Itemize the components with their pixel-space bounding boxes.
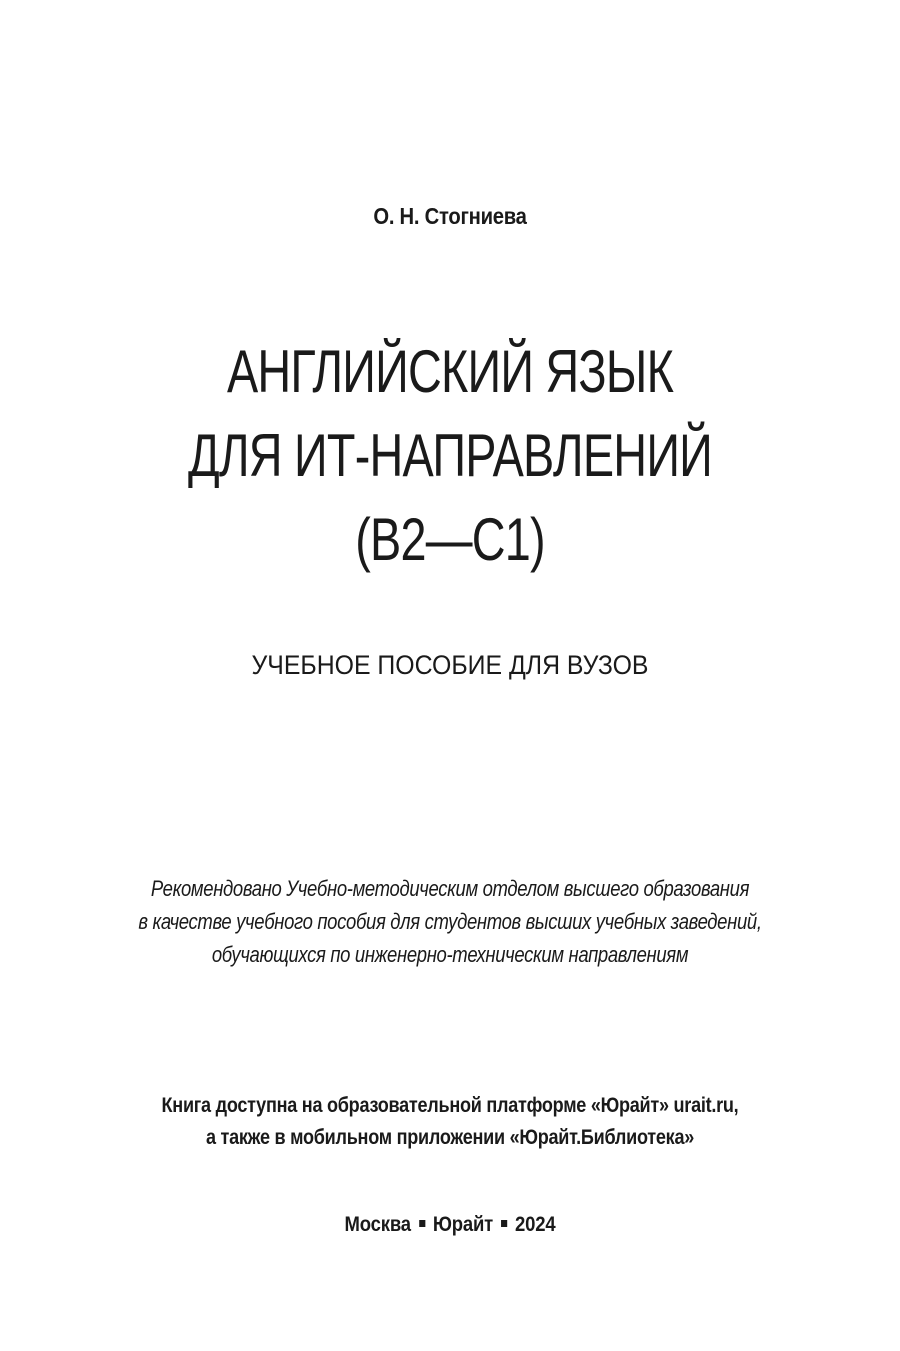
- availability-note: [63, 1090, 837, 1154]
- square-separator-icon: [501, 1220, 507, 1227]
- book-title-line-2: ДЛЯ ИТ-НАПРАВЛЕНИЙ: [187, 422, 713, 489]
- square-separator-icon: [419, 1220, 425, 1227]
- recommendation-text: [72, 872, 828, 971]
- recommendation-line-1: Рекомендовано Учебно-методическим отделом высшего образования: [150, 876, 750, 901]
- imprint-publisher: Юрайт: [432, 1213, 494, 1236]
- author-name: О. Н. Стогниева: [373, 203, 527, 229]
- availability-line-1: Книга доступна на образовательной платформе «Юрайт» urait.ru,: [161, 1094, 739, 1117]
- book-title-line-1: АНГЛИЙСКИЙ ЯЗЫК: [226, 338, 674, 405]
- recommendation-line-3: обучающихся по инженерно-техническим направлениям: [211, 942, 689, 967]
- imprint-year: 2024: [515, 1213, 556, 1236]
- book-subtitle: УЧЕБНОЕ ПОСОБИЕ ДЛЯ ВУЗОВ: [251, 650, 649, 680]
- book-title-line-3: (B2—C1): [355, 506, 545, 573]
- availability-line-2: а также в мобильном приложении «Юрайт.Библиотека»: [205, 1126, 695, 1149]
- imprint: [54, 1213, 846, 1237]
- recommendation-line-2: в качестве учебного пособия для студентов высших учебных заведений,: [138, 909, 762, 934]
- book-title: [99, 330, 801, 582]
- imprint-city: Москва: [344, 1213, 411, 1236]
